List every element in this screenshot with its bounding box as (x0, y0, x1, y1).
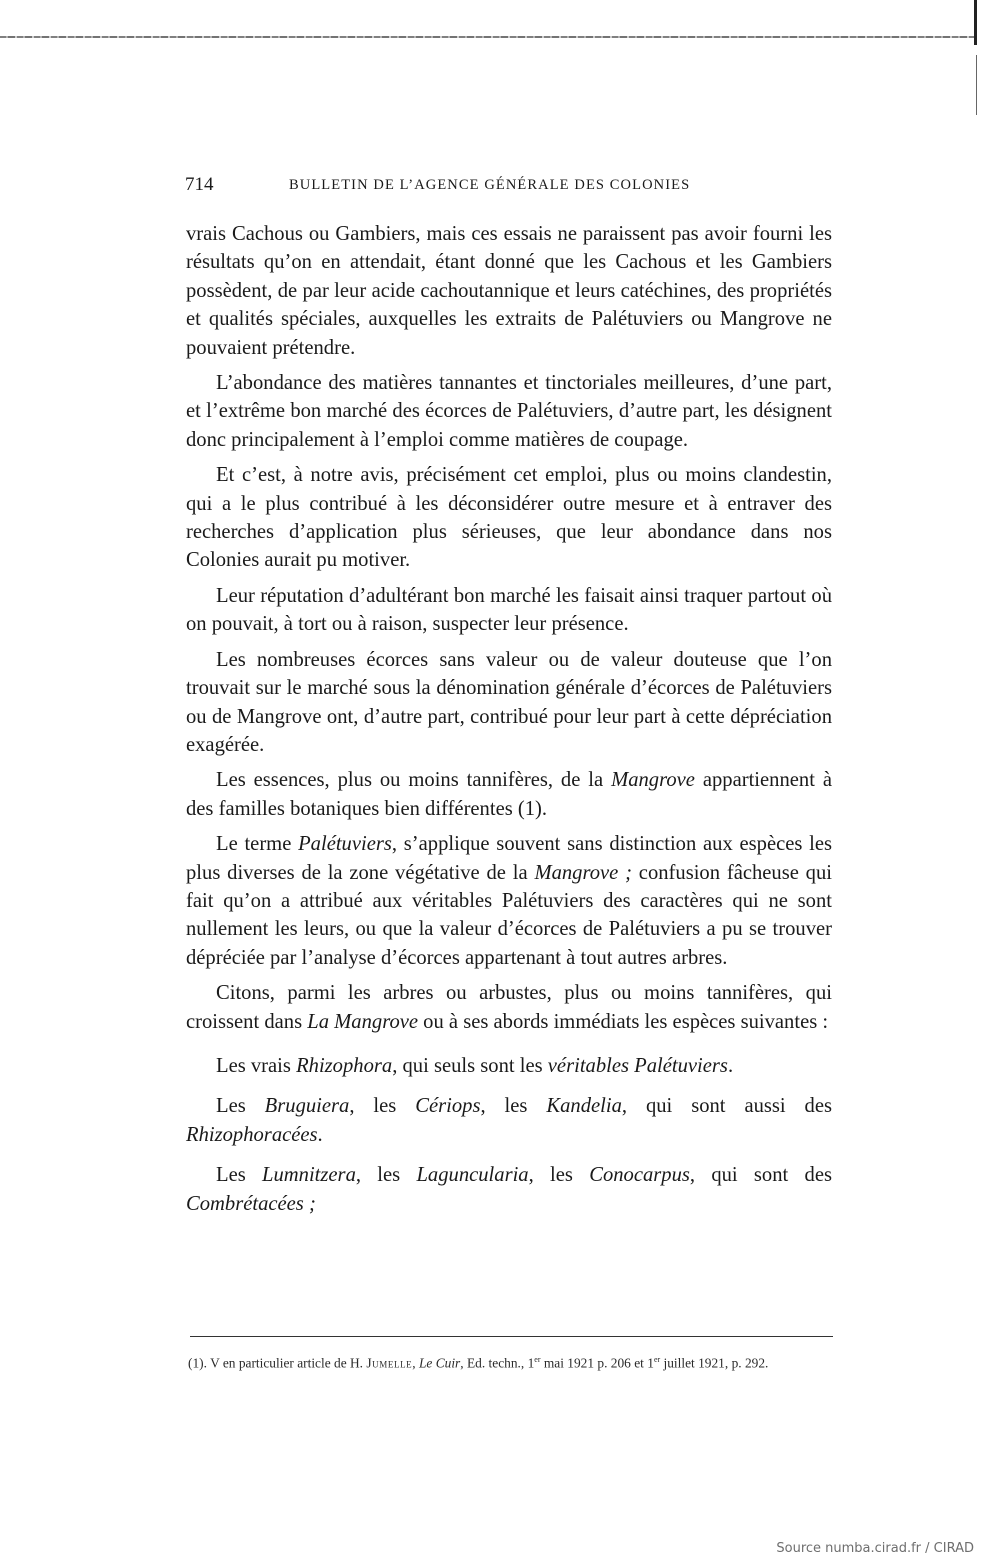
italic-term: Mangrove (611, 769, 695, 792)
paragraph: Le terme Palétuviers, s’applique souvent sans distinction aux espèces les plus diverses de la zone végétative de la Mangrove ; confusion fâcheuse qui fait qu’on a attribué aux véritables Palétuviers des caractères qui ne sont nullement les leurs, ou que la valeur d’écorces de Palétuviers a pu se trouver dépréciée par l’analyse d’écorces appartenant à tout autres arbres. (186, 833, 832, 969)
paragraph: Leur réputation d’adultérant bon marché les faisait ainsi traquer partout où on pouvait, à tort ou à raison, suspecter leur présence. (186, 584, 832, 636)
running-title: BULLETIN DE L’AGENCE GÉNÉRALE DES COLONIES (289, 177, 691, 193)
species-list-item: Les Lumnitzera, les Laguncularia, les Conocarpus, qui sont des Combrétacées ; (186, 1164, 832, 1215)
italic-term: La Mangrove (307, 1010, 419, 1033)
species-list-item: Les Bruguiera, les Cériops, les Kandelia, qui sont aussi des Rhizophoracées. (186, 1095, 833, 1146)
paragraph: Les essences, plus ou moins tannifères, de la Mangrove appartiennent à des familles botaniques bien différentes (1). (186, 769, 832, 820)
paragraph: L’abondance des matières tannantes et tinctoriales meilleures, d’une part, et l’extrême bon marché des écorces de Palétuviers, d’autre part, les désignent donc principalement à l’emploi comme matières de coupage. (186, 372, 832, 451)
species-list-item: Les vrais Rhizophora, qui seuls sont les véritables Palétuviers. (216, 1054, 734, 1077)
scan-artifact-edge (974, 0, 977, 45)
footnote: (1). V en particulier article de H. Jumelle, Le Cuir, Ed. techn., 1er mai 1921 p. 206 et 1er juillet 1921, p. 292. (188, 1355, 769, 1371)
page-header (185, 174, 785, 198)
paragraph: Et c’est, à notre avis, précisément cet emploi, plus ou moins clandestin, qui a le plus contribué à les déconsidérer outre mesure et à entraver des recherches d’application plus sérieuses, que leur abondance dans nos Colonies aurait pu motiver. (186, 464, 832, 572)
scan-artifact-top-line (0, 36, 975, 38)
paragraph: Les nombreuses écorces sans valeur ou de valeur douteuse que l’on trouvait sur le marché sous la dénomination générale d’écorces de Palétuviers ou de Mangrove ont, d’autre part, contribué pour leur part à cette dépréciation exagérée. (186, 648, 832, 756)
italic-term: Mangrove ; (534, 861, 632, 884)
paragraph: vrais Cachous ou Gambiers, mais ces essais ne paraissent pas avoir fourni les résultats qu’on en attendait, étant donné que les Cachous et les Gambiers possèdent, de par leur acide cachoutannique et leurs catéchines, des propriétés et qualités spéciales, auxquelles les extraits de Palétuviers ou Mangrove ne pouvaient prétendre. (186, 223, 832, 359)
footnote-divider (190, 1336, 833, 1337)
italic-term: Palétuviers (298, 833, 392, 856)
body-text (186, 220, 832, 1218)
page-number: 714 (185, 174, 214, 195)
publication-title: Le Cuir (418, 1355, 461, 1371)
author-name: Jumelle (366, 1355, 413, 1371)
paragraph: Citons, parmi les arbres ou arbustes, plus ou moins tannifères, qui croissent dans La Mangrove ou à ses abords immédiats les espèces suivantes : (186, 982, 832, 1033)
source-credit: Source numba.cirad.fr / CIRAD (776, 1541, 974, 1556)
scan-artifact-edge (976, 55, 977, 115)
